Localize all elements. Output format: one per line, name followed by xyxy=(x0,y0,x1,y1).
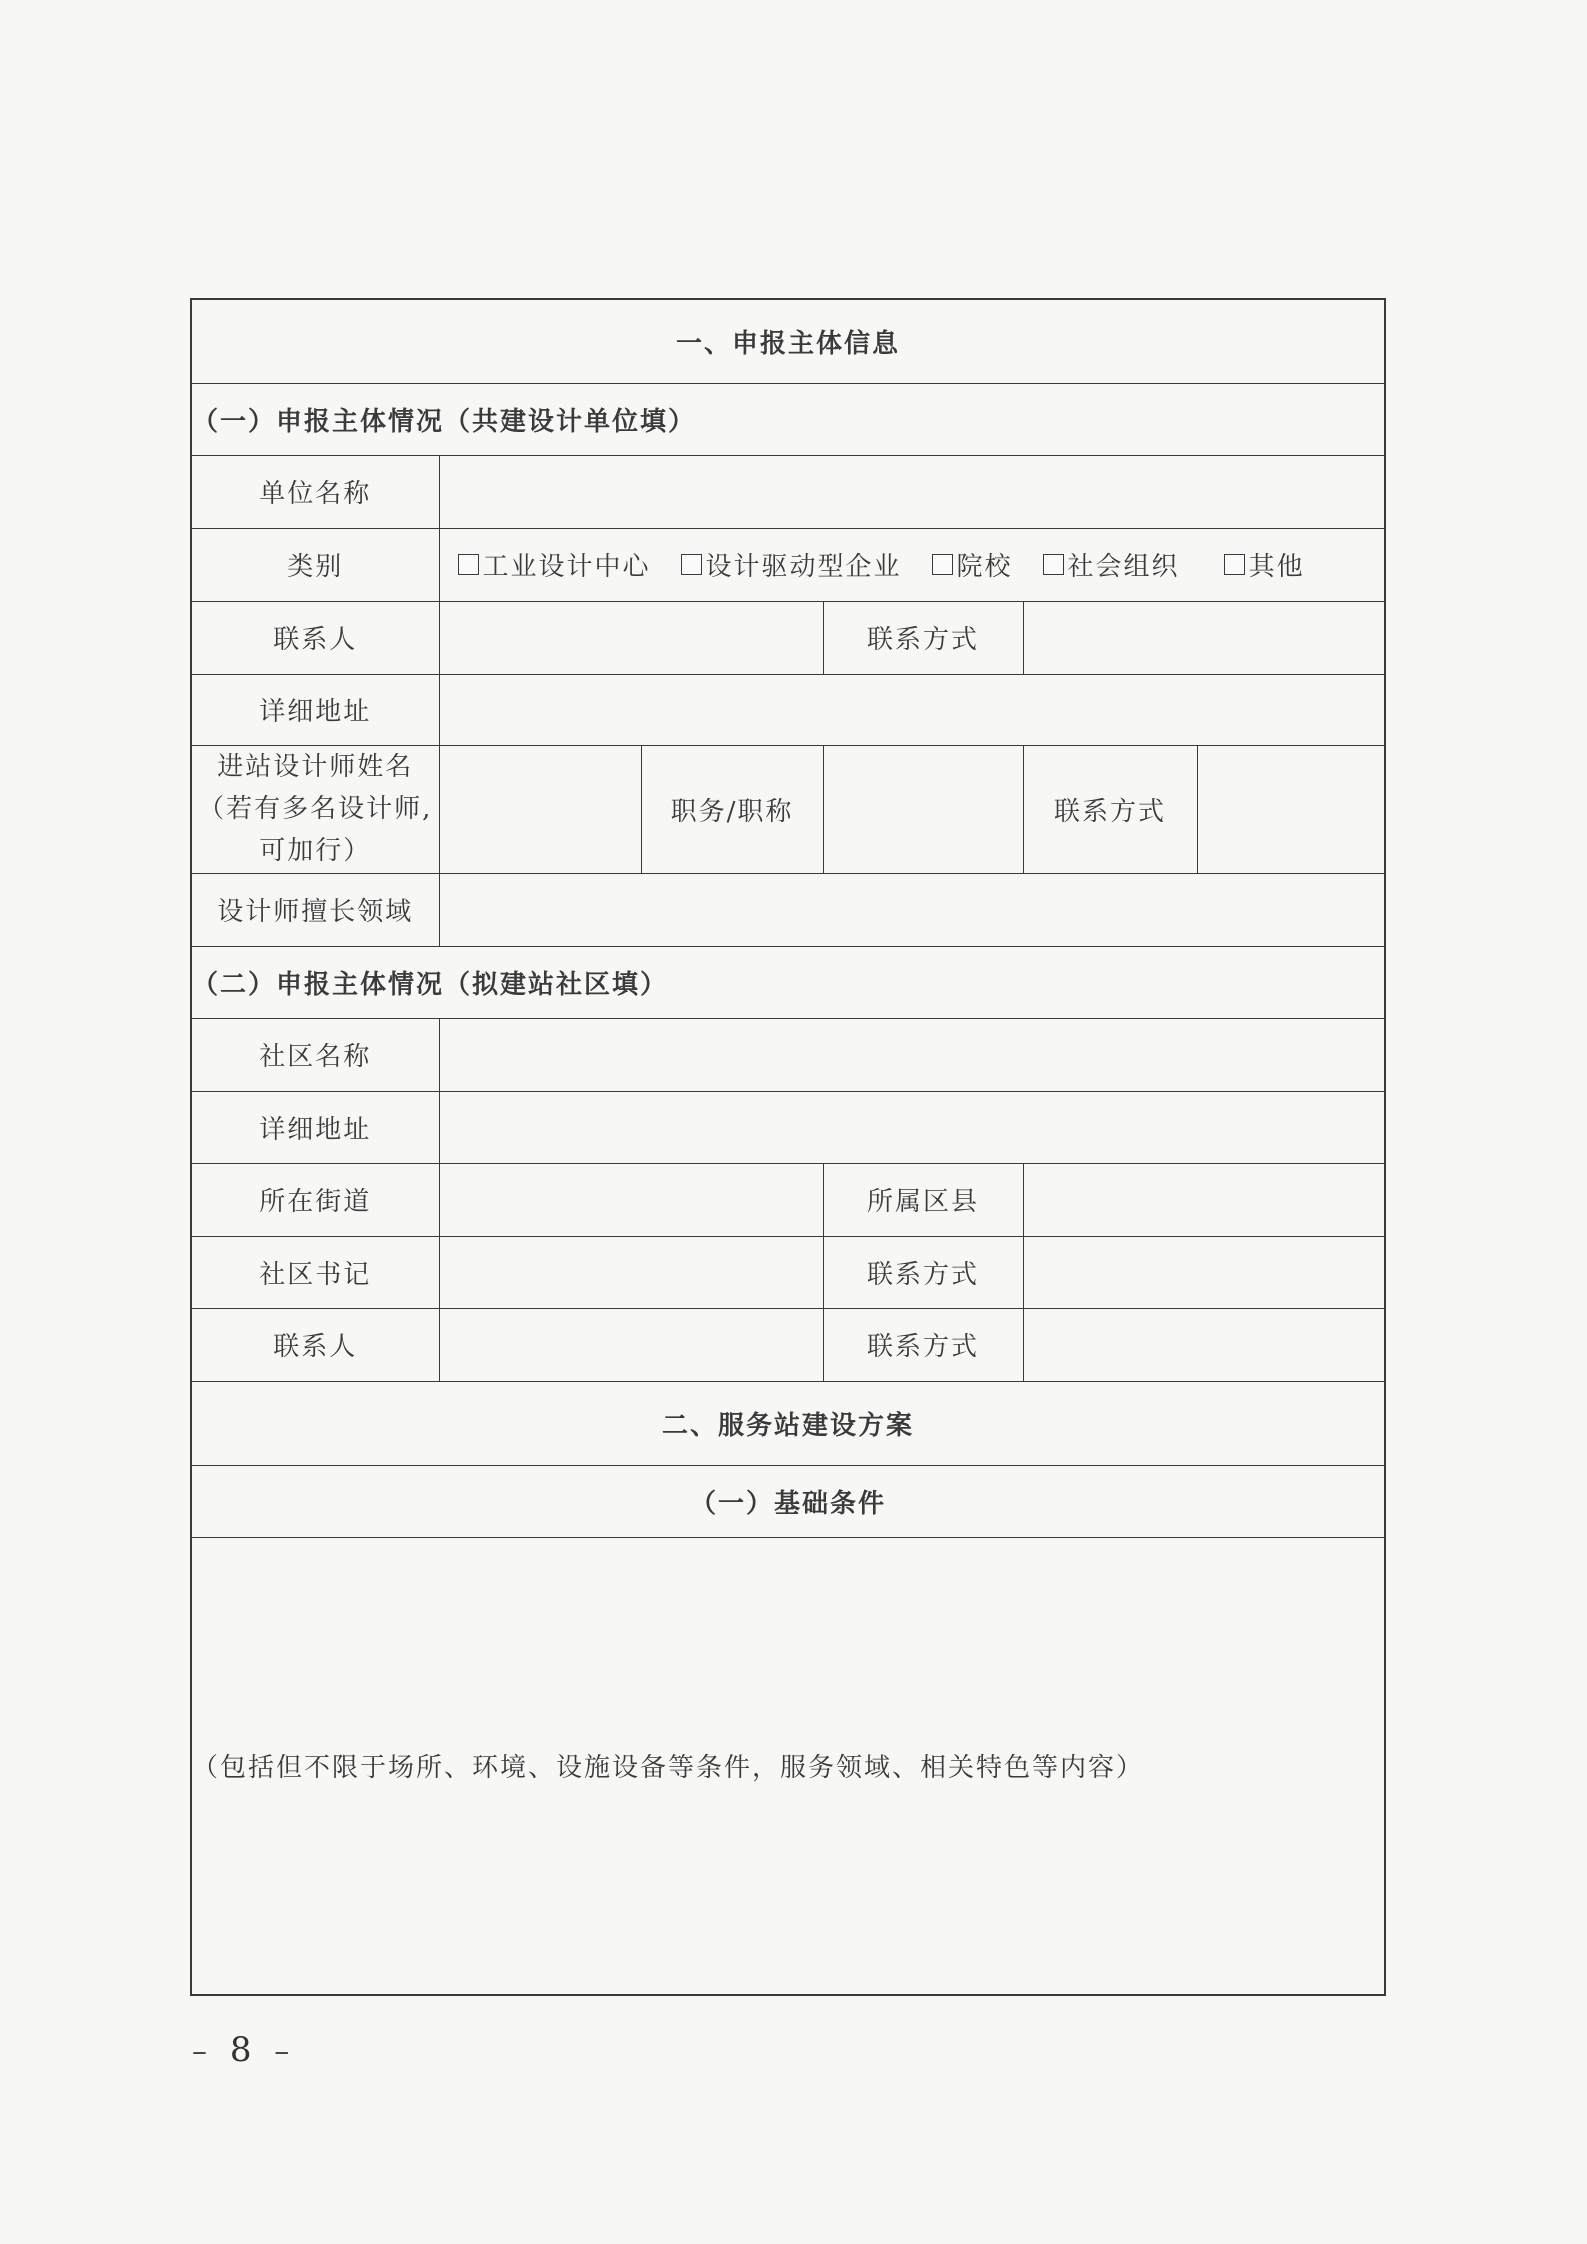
contact-person-field[interactable] xyxy=(439,601,823,674)
basic-conditions-field[interactable] xyxy=(191,1537,1385,1995)
street-district-row xyxy=(191,1163,1385,1236)
community-name-row xyxy=(191,1018,1385,1091)
part2-title: （二）申报主体情况（拟建站社区填） xyxy=(191,946,1385,1018)
community-name-label: 社区名称 xyxy=(191,1018,439,1091)
expertise-label: 设计师擅长领域 xyxy=(191,873,439,946)
category-label: 类别 xyxy=(191,528,439,601)
community-contact-person-label: 联系人 xyxy=(191,1308,439,1381)
secretary-field[interactable] xyxy=(439,1236,823,1308)
community-address-row xyxy=(191,1091,1385,1163)
district-field[interactable] xyxy=(1023,1163,1385,1236)
secretary-label: 社区书记 xyxy=(191,1236,439,1308)
street-field[interactable] xyxy=(439,1163,823,1236)
community-address-field[interactable] xyxy=(439,1091,1385,1163)
designer-contact-field[interactable] xyxy=(1197,745,1385,873)
category-options xyxy=(439,528,1385,601)
application-form-table xyxy=(190,298,1386,1996)
district-label: 所属区县 xyxy=(823,1163,1023,1236)
contact-method-label: 联系方式 xyxy=(823,601,1023,674)
address-field[interactable] xyxy=(439,674,1385,745)
street-label: 所在街道 xyxy=(191,1163,439,1236)
expertise-field[interactable] xyxy=(439,873,1385,946)
position-field[interactable] xyxy=(823,745,1023,873)
section2-part1-title: （一）基础条件 xyxy=(191,1465,1385,1537)
address-row xyxy=(191,674,1385,745)
secretary-contact-field[interactable] xyxy=(1023,1236,1385,1308)
part1-heading-row xyxy=(191,383,1385,455)
community-name-field[interactable] xyxy=(439,1018,1385,1091)
category-row xyxy=(191,528,1385,601)
community-contact-row xyxy=(191,1308,1385,1381)
category-option-social-organization[interactable]: 社会组织 xyxy=(1043,546,1180,583)
unit-name-field[interactable] xyxy=(439,455,1385,528)
designer-row xyxy=(191,745,1385,873)
category-option-design-driven-enterprise[interactable]: 设计驱动型企业 xyxy=(681,546,902,583)
part1-title: （一）申报主体情况（共建设计单位填） xyxy=(191,383,1385,455)
checkbox-icon[interactable] xyxy=(932,554,953,575)
community-contact-person-field[interactable] xyxy=(439,1308,823,1381)
unit-name-label: 单位名称 xyxy=(191,455,439,528)
checkbox-icon[interactable] xyxy=(681,554,702,575)
position-label: 职务/职称 xyxy=(641,745,823,873)
designer-name-field[interactable] xyxy=(439,745,641,873)
checkbox-icon[interactable] xyxy=(1224,554,1245,575)
checkbox-icon[interactable] xyxy=(458,554,479,575)
community-contact-method-label: 联系方式 xyxy=(823,1308,1023,1381)
designer-name-label: 进站设计师姓名 （若有多名设计师, 可加行） xyxy=(191,745,439,873)
contact-method-field[interactable] xyxy=(1023,601,1385,674)
secretary-row xyxy=(191,1236,1385,1308)
secretary-contact-label: 联系方式 xyxy=(823,1236,1023,1308)
section2-heading-row xyxy=(191,1381,1385,1465)
part2-heading-row xyxy=(191,946,1385,1018)
expertise-row xyxy=(191,873,1385,946)
category-option-college[interactable]: 院校 xyxy=(932,546,1013,583)
section1-title: 一、申报主体信息 xyxy=(191,299,1385,383)
section2-title: 二、服务站建设方案 xyxy=(191,1381,1385,1465)
unit-name-row xyxy=(191,455,1385,528)
category-option-industrial-design-center[interactable]: 工业设计中心 xyxy=(458,546,651,583)
designer-contact-label: 联系方式 xyxy=(1023,745,1197,873)
basic-conditions-note: （包括但不限于场所、环境、设施设备等条件，服务领域、相关特色等内容） xyxy=(192,1753,1145,1784)
section1-heading-row xyxy=(191,299,1385,383)
basic-conditions-row xyxy=(191,1537,1385,1995)
category-option-other[interactable]: 其他 xyxy=(1224,546,1305,583)
address-label: 详细地址 xyxy=(191,674,439,745)
community-contact-method-field[interactable] xyxy=(1023,1308,1385,1381)
contact-row xyxy=(191,601,1385,674)
community-address-label: 详细地址 xyxy=(191,1091,439,1163)
contact-person-label: 联系人 xyxy=(191,601,439,674)
section2-part1-heading-row xyxy=(191,1465,1385,1537)
checkbox-icon[interactable] xyxy=(1043,554,1064,575)
page-number: – 8 – xyxy=(192,2030,296,2070)
